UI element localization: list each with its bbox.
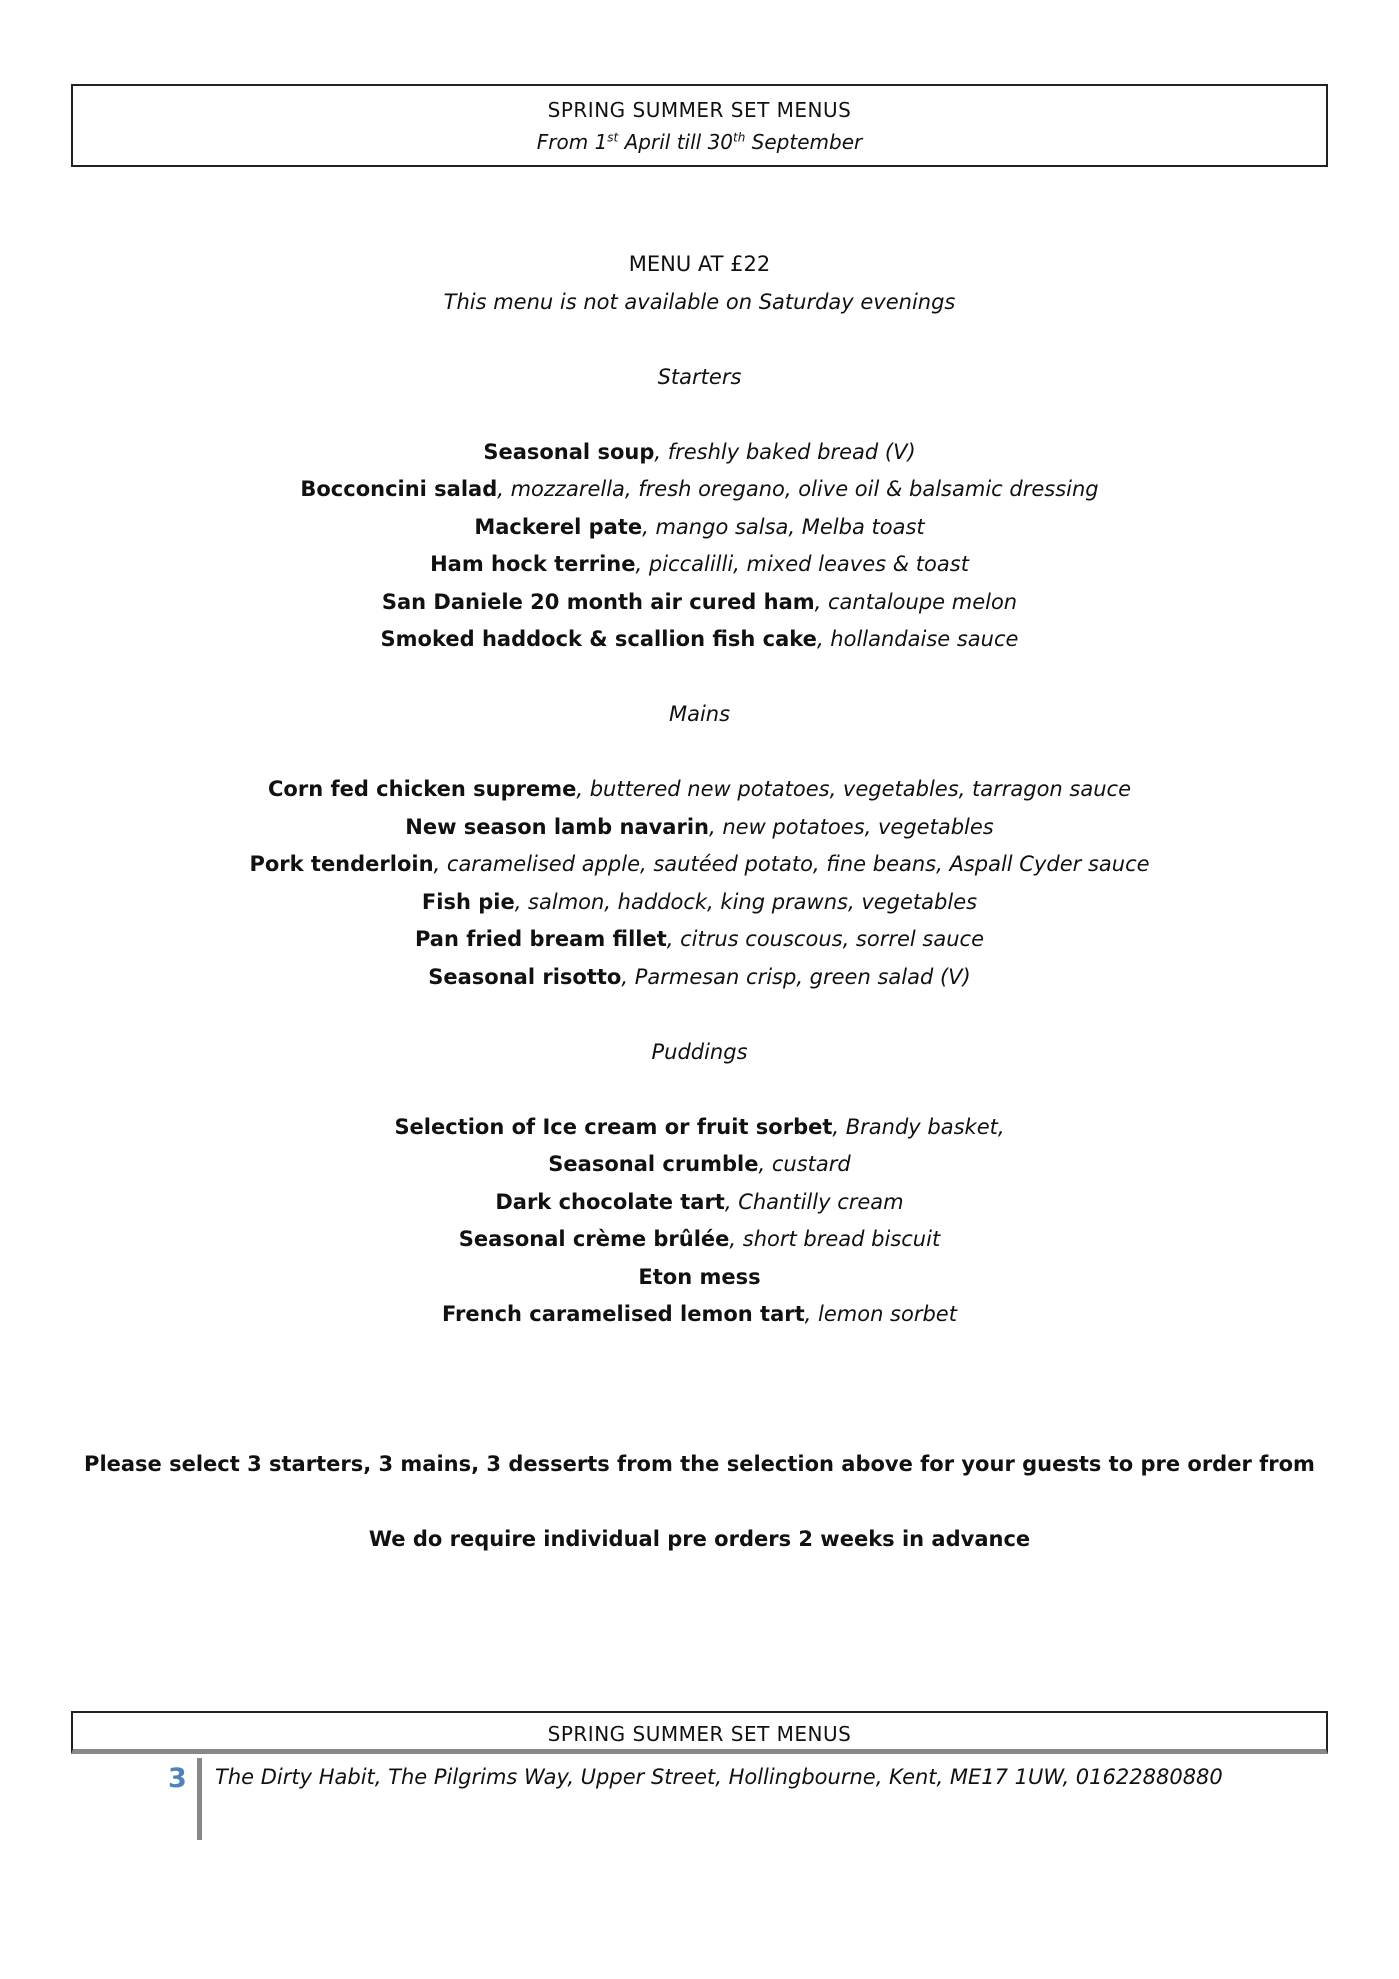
menu-item: French caramelised lemon tart, lemon sorbet [442,1302,957,1326]
section-title-puddings: Puddings [651,1039,748,1064]
menu-item: Selection of Ice cream or fruit sorbet, Brandy basket, [394,1114,1005,1139]
menu-availability: This menu is not available on Saturday evenings [443,289,956,314]
preorder-selection-note: Please select 3 starters, 3 mains, 3 desserts from the selection above for your guests to pre order from [84,1451,1315,1476]
header-title: SPRING SUMMER SET MENUS [547,98,852,122]
menu-item: Dark chocolate tart, Chantilly cream [495,1189,904,1214]
footer-divider [197,1758,202,1840]
menu-item: Bocconcini salad, mozzarella, fresh oregano, olive oil & balsamic dressing [300,477,1099,501]
menu-item: Corn fed chicken supreme, buttered new potatoes, vegetables, tarragon sauce [268,777,1131,801]
menu-item: Seasonal risotto, Parmesan crisp, green salad (V) [428,964,971,989]
menu-content [0,246,1399,1558]
footer-box [71,1711,1328,1754]
footer-address: The Dirty Habit, The Pilgrims Way, Upper Street, Hollingbourne, Kent, ME17 1UW, 01622880880 [215,1765,1223,1789]
menu-item: Pan fried bream fillet, citrus couscous, sorrel sauce [414,927,985,951]
menu-price-title: MENU AT £22 [628,252,771,276]
menu-item: Seasonal crème brûlée, short bread biscuit [458,1227,941,1251]
page-number: 3 [168,1763,187,1794]
menu-item: Mackerel pate, mango salsa, Melba toast [474,514,925,539]
menu-item: Smoked haddock & scallion fish cake, hollandaise sauce [380,627,1019,651]
menu-item: Ham hock terrine, piccalilli, mixed leaves & toast [430,552,969,576]
menu-item: Eton mess [638,1264,761,1289]
header-box [71,84,1328,167]
menu-item: Seasonal crumble, custard [548,1152,851,1176]
menu-item: Pork tenderloin, caramelised apple, sautéed potato, fine beans, Aspall Cyder sauce [249,852,1150,876]
menu-item: Seasonal soup, freshly baked bread (V) [483,439,916,464]
preorder-advance-note: We do require individual pre orders 2 weeks in advance [368,1526,1031,1551]
menu-item: San Daniele 20 month air cured ham, cantaloupe melon [381,589,1018,614]
section-title-starters: Starters [657,364,742,389]
menu-item: New season lamb navarin, new potatoes, vegetables [405,814,994,839]
menu-item: Fish pie, salmon, haddock, king prawns, vegetables [421,889,978,914]
header-date-range: From 1st April till 30th September [536,130,863,154]
section-title-mains: Mains [668,702,731,726]
footer-title: SPRING SUMMER SET MENUS [547,1722,852,1746]
